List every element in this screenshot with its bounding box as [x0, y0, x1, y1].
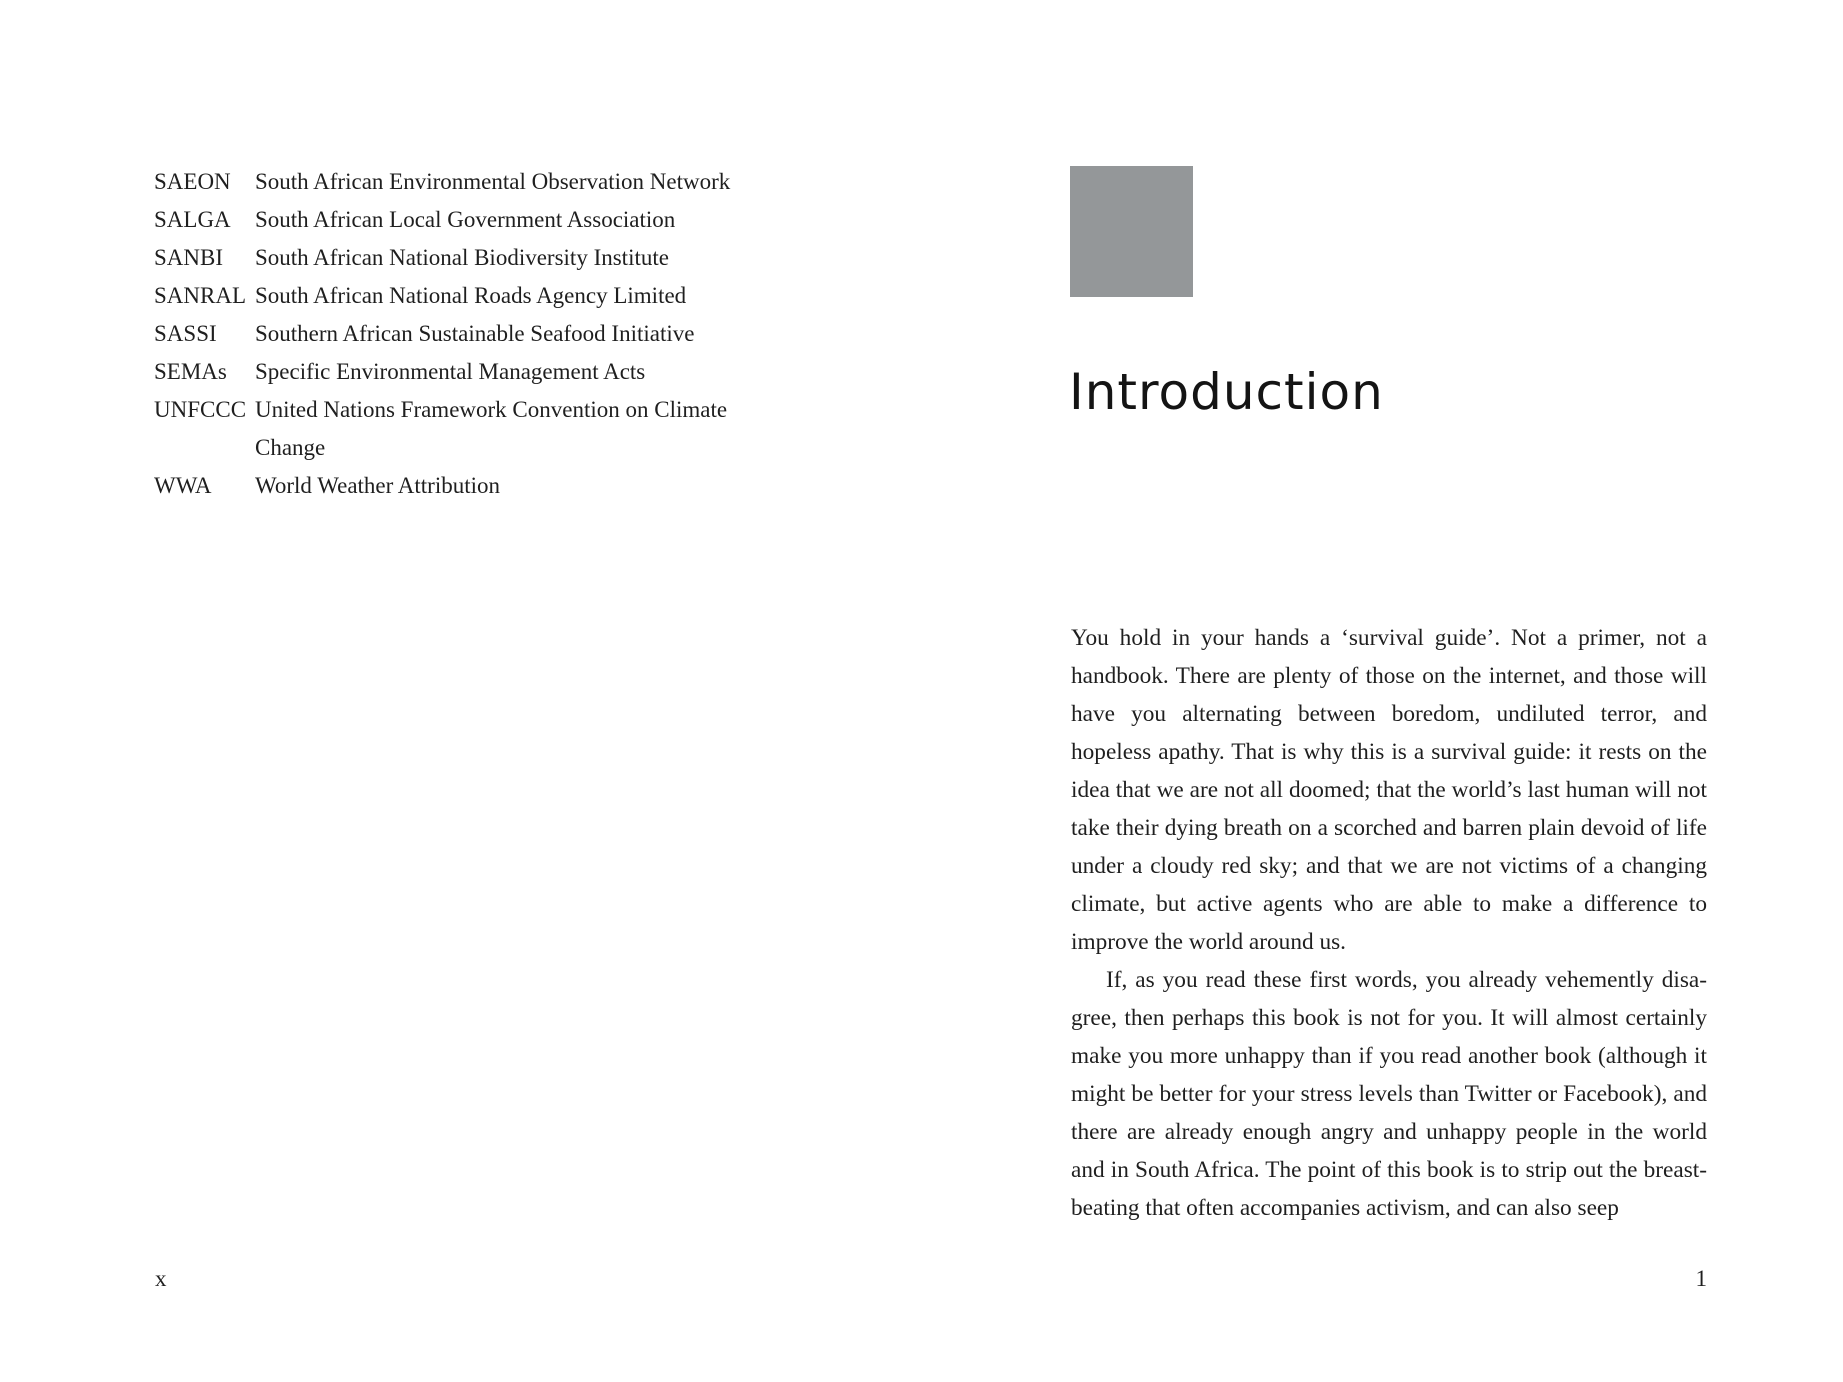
abbreviation-row: [154, 277, 794, 315]
abbreviation-row: [154, 467, 794, 505]
abbreviation-term: SEMAs: [154, 359, 227, 384]
abbreviation-definition: World Weather Attribution: [255, 473, 500, 498]
abbreviation-row: [154, 239, 794, 277]
chapter-marker-block: [1070, 166, 1193, 297]
abbreviation-term: WWA: [154, 473, 212, 498]
chapter-title: Introduction: [1069, 363, 1384, 421]
right-page: [920, 0, 1843, 1382]
abbreviation-definition: South African Local Government Association: [255, 207, 676, 232]
left-page: [0, 0, 920, 1382]
paragraph: You hold in your hands a ‘survival guide’. Not a primer, not a handbook. There are plenty of those on the internet, and those will have you alternating between boredom, undiluted terror, and hopeless apathy. That is why this is a survival guide: it rests on the idea that we are not all doomed; that the world’s last human will not take their dying breath on a scorched and barren plain devoid of life under a cloudy red sky; and that we are not victims of a changing climate, but active agents who are able to make a difference to improve the world around us.: [1071, 625, 1707, 955]
abbreviation-row: [154, 353, 794, 391]
abbreviation-definition: South African Environmental Observation Network: [255, 169, 731, 194]
abbreviation-definition: South African National Biodiversity Institute: [255, 245, 669, 270]
abbreviation-term: UNFCCC: [154, 397, 247, 422]
abbreviation-term: SALGA: [154, 207, 231, 232]
page-number-right: 1: [1695, 1266, 1707, 1291]
abbreviation-term: SAEON: [154, 169, 231, 194]
abbreviation-row: [154, 163, 794, 201]
abbreviation-row: [154, 315, 794, 353]
paragraph: If, as you read these first words, you already vehemently disa-gree, then perhaps this book is not for you. It will almost certainly make you more unhappy than if you read another book (although it might be better for your stress levels than Twitter or Facebook), and there are already enough angry and unhappy people in the world and in South Africa. The point of this book is to strip out the breast-beating that often accompanies activism, and can also seep: [1071, 967, 1707, 1221]
abbreviations-list: [154, 163, 794, 505]
abbreviation-definition: Southern African Sustainable Seafood Initiative: [255, 321, 695, 346]
abbreviation-definition: United Nations Framework Convention on Climate Change: [255, 397, 728, 460]
abbreviation-term: SASSI: [154, 321, 217, 346]
page-number-left: x: [155, 1266, 167, 1291]
abbreviation-row: [154, 201, 794, 239]
body-text: [1071, 619, 1707, 1227]
abbreviation-definition: South African National Roads Agency Limited: [255, 283, 687, 308]
abbreviation-term: SANRAL: [154, 283, 247, 308]
abbreviation-term: SANBI: [154, 245, 224, 270]
abbreviation-definition: Specific Environmental Management Acts: [255, 359, 646, 384]
abbreviation-row: [154, 391, 794, 467]
